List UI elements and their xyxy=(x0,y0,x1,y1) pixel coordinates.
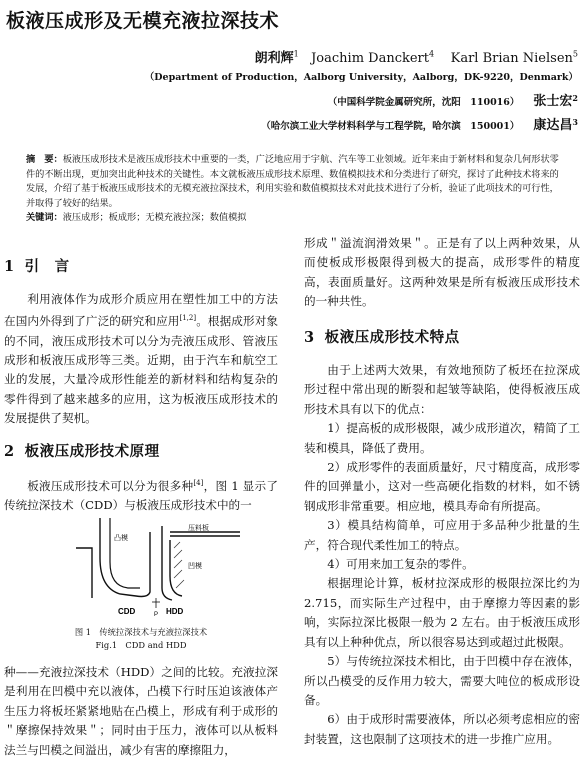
hdd-paragraph: 种——充液拉深技术（HDD）之间的比较。充液拉深是利用在凹模中充以液体，凸模下行时压迫该液体产生压力将板坯紧紧地贴在凸模上，形成有利于成形的＂摩擦保持效果＂；同时由于压力，液体可以从板料法兰与凹模之间溢出，减少有害的摩擦阻力， xyxy=(4,665,278,757)
label-cdd: CDD xyxy=(118,607,136,616)
advantage-3: 3）模具结构简单，可应用于多品种少批量的生产，符合现代柔性加工的特点。 xyxy=(304,518,580,552)
features-intro: 由于上述两大效果，有效地预防了板坯在拉深成形过程中常出现的断裂和起皱等缺陷，使得板液压成形技术具有以下的优点： xyxy=(304,363,580,416)
author-4: 张士宏 xyxy=(533,94,573,109)
affiliation-2: （中国科学院金属研究所，沈阳 110016） 张士宏$^2$ xyxy=(327,92,578,109)
author-2: Joachim Danckert xyxy=(311,51,429,66)
advantage-2: 2）成形零件的表面质量好，尺寸精度高，成形零件的回弹量小，这对一些高硬化指数的材料，如不锈钢成形非常重要。相应地，模具寿命有所提高。 xyxy=(304,460,580,513)
drawing-ratio-paragraph: 根据理论计算，板材拉深成形的极限拉深比约为 2.715，而实际生产过程中，由于摩擦力等因素的影响，实际拉深比极限一般为 2 左右。由于板液压成形具有以上种种优点，所以很容易达到或超过此极限。 xyxy=(304,576,580,649)
principle-paragraph: 板液压成形技术可以分为很多种[4]，图 1 显示了传统拉深技术（CDD）与板液压成形技术中的一 xyxy=(4,478,278,513)
author-1: 朗利辉 xyxy=(254,51,294,66)
die-left-outline xyxy=(76,518,150,598)
section-2-heading: 2 板液压成形技术原理 xyxy=(4,443,160,460)
affiliation-1: （Department of Production，Aalborg University，Aalborg，DK-9220，Denmark） xyxy=(144,72,578,83)
disadvantage-5: 5）与传统拉深技术相比，由于凹模中存在液体，所以凸模受的反作用力较大，需要大吨位的板成形设备。 xyxy=(304,654,580,707)
paper-title: 板液压成形及无模充液拉深技术 xyxy=(6,10,280,32)
figure-1-caption: 图 1 传统拉深技术与充液拉深技术 Fig.1 CDD and HDD xyxy=(74,627,208,650)
right-continuation-paragraph: 形成＂溢流润滑效果＂。正是有了以上两种效果，从而使板成形极限得到极大的提高，成形零件的精度高，表面质量好。这两种效果是所有板液压成形技术的一种共性。 xyxy=(304,236,580,309)
author-3: Karl Brian Nielsen xyxy=(450,51,573,66)
label-punch: 凸模 xyxy=(114,535,128,542)
intro-paragraph: 利用液体作为成形介质应用在塑性加工中的方法在国内外得到了广泛的研究和应用[1,2]。根据成形对象的不同，液压成形技术可以分为壳液压成形、管液压成形和板液压成形等三类。近期，由于汽车和航空工业的发展，大量冷成形性能差的新材料和结构复杂的零件得到了越来越多的应用，这为板液压成形技术的发展提供了契机。 xyxy=(4,292,278,426)
author-line: 朗利辉$^1$ Joachim Danckert$^4$ Karl Brian Nielsen$^5$ xyxy=(254,49,578,66)
label-pressure: P xyxy=(154,612,159,618)
fluid-hatching xyxy=(174,542,184,588)
abstract: 摘 要：板液压成形技术是液压成形技术中重要的一类，广泛地应用于宇航、汽车等工业领域。近年来由于新材料和复杂几何形状零件的不断出现，更加突出此种技术的关键性。本文就板液压成形技术原理、数值模拟技术和分类进行了研究，探讨了此种技术将来的发展，介绍了基于板液压成形技术的无模充液拉深技术，利用实验和数值模拟技术对此技术进行了分析，验证了此项技术的可行性，并取得了较好的结果。 关键词：液压成形；板成形；无模充液拉深；数值模拟 xyxy=(26,154,559,223)
label-blank-holder: 压料板 xyxy=(188,525,209,532)
advantage-1: 1）提高板的成形极限，减少成形道次，精简了工装和模具，降低了费用。 xyxy=(304,421,580,455)
affiliation-3: （哈尔滨工业大学材料科学与工程学院，哈尔滨 150001） 康达昌$^3$ xyxy=(261,116,578,133)
section-1-heading: 1 引 言 xyxy=(4,258,70,275)
pressure-arrows xyxy=(152,598,160,608)
punch xyxy=(110,518,140,588)
features-body xyxy=(304,361,580,749)
advantage-4: 4）可用来加工复杂的零件。 xyxy=(327,557,474,572)
label-die: 凹模 xyxy=(188,563,202,570)
disadvantage-6: 6）由于成形时需要液体，所以必须考虑相应的密封装置，这也限制了这项技术的进一步推广应用。 xyxy=(304,712,580,746)
label-hdd: HDD xyxy=(166,607,184,616)
author-5: 康达昌 xyxy=(533,118,573,133)
section-3-heading: 3 板液压成形技术特点 xyxy=(304,329,460,346)
figure-1-diagram xyxy=(70,518,250,618)
